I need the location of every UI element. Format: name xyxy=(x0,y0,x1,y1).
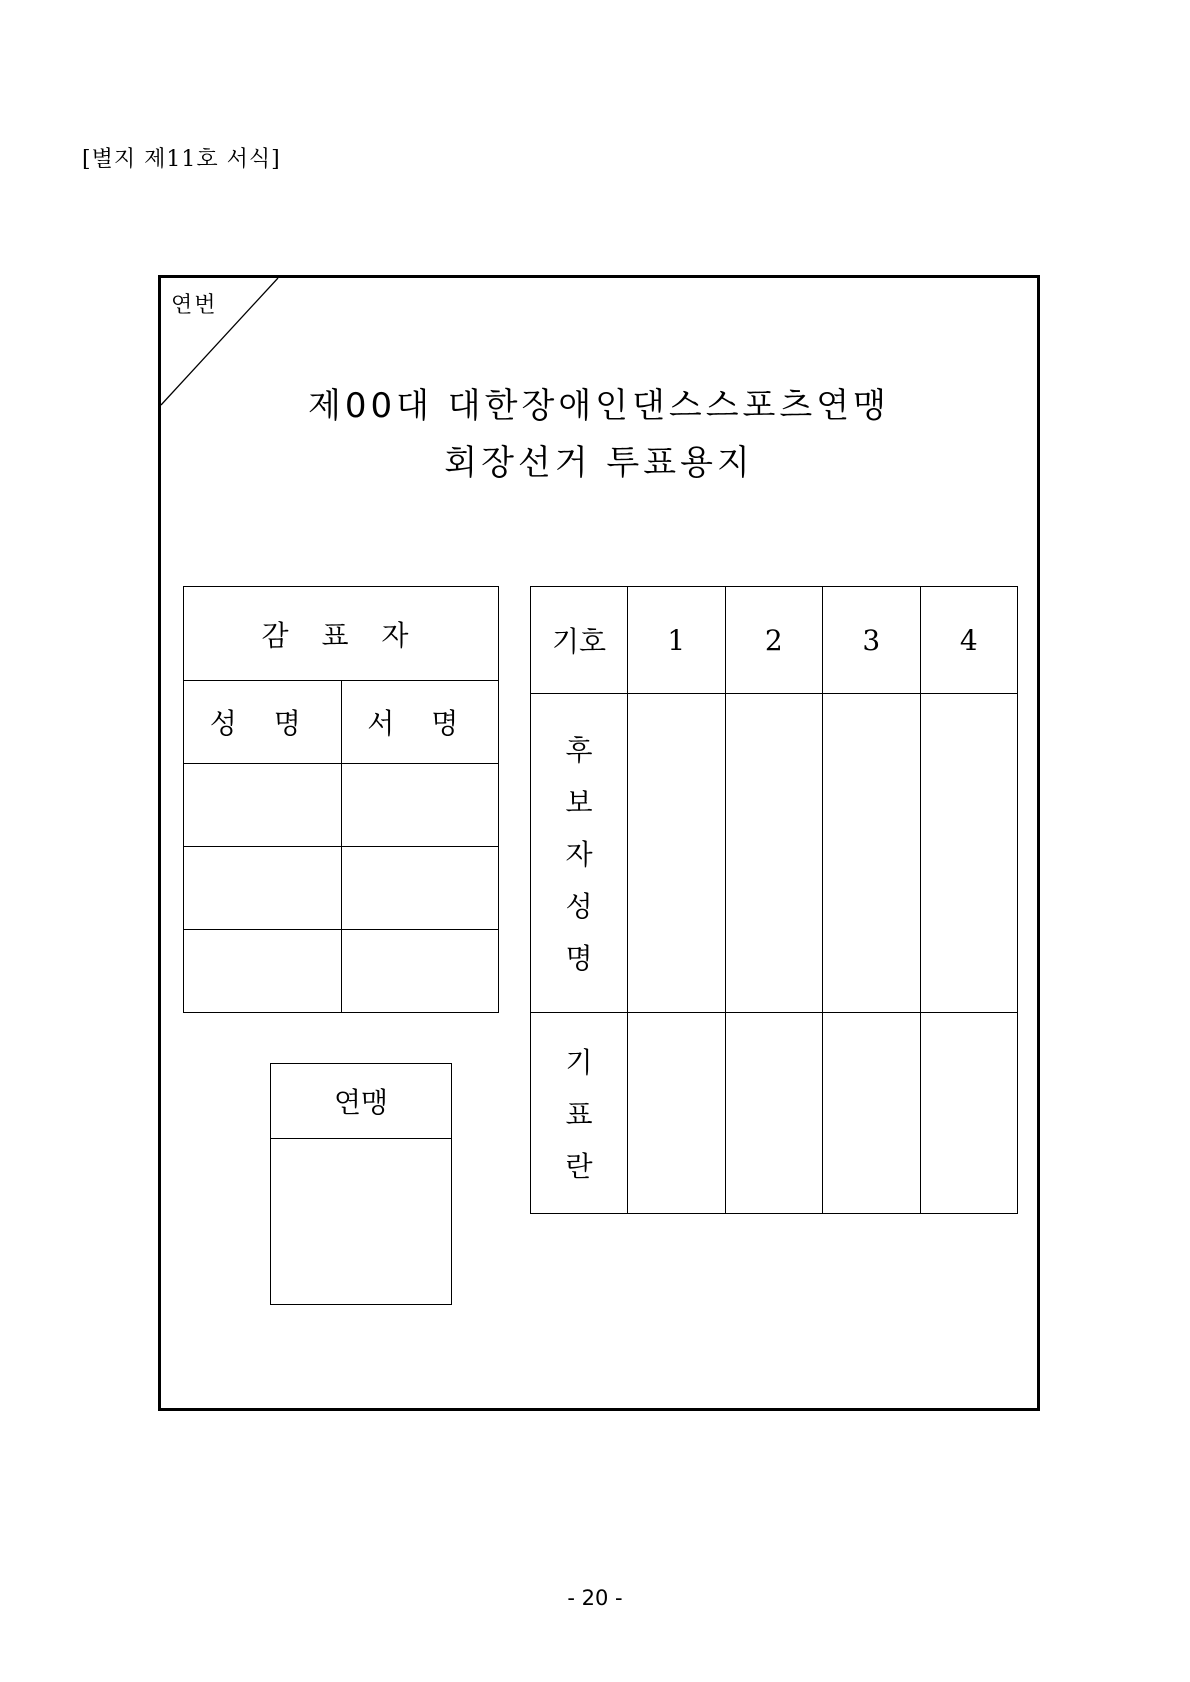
name-label-char: 후 xyxy=(565,733,593,767)
candidate-table xyxy=(530,586,1018,1214)
name-label-char: 명 xyxy=(565,941,593,975)
candidate-symbol-2: 2 xyxy=(725,587,823,694)
candidate-name-row-label xyxy=(531,694,628,1013)
ballot-title-line2: 회장선거 투표용지 xyxy=(444,443,754,483)
serial-number-label: 연번 xyxy=(171,293,218,318)
vote-label-char: 란 xyxy=(565,1149,593,1183)
union-stamp-header: 연맹 xyxy=(271,1064,452,1139)
candidate-name-cell-4 xyxy=(920,694,1018,1013)
inspector-header: 감 표 자 xyxy=(184,587,499,681)
inspector-signature-cell[interactable] xyxy=(341,847,499,930)
ballot-title-line1: 제00대 대한장애인댄스스포츠연맹 xyxy=(308,386,890,426)
candidate-name-cell-2 xyxy=(725,694,823,1013)
form-label: [별지 제11호 서식] xyxy=(82,147,281,172)
vote-mark-row-label xyxy=(531,1013,628,1214)
inspector-name-cell[interactable] xyxy=(184,930,342,1013)
ballot-frame xyxy=(158,275,1040,1411)
vote-mark-cell-4[interactable] xyxy=(920,1013,1018,1214)
union-stamp-area[interactable] xyxy=(271,1139,452,1305)
inspector-name-header: 성 명 xyxy=(184,681,342,764)
name-label-char: 보 xyxy=(565,785,593,819)
candidate-symbol-4: 4 xyxy=(920,587,1018,694)
candidate-symbol-3: 3 xyxy=(823,587,921,694)
candidate-name-cell-3 xyxy=(823,694,921,1013)
inspector-signature-cell[interactable] xyxy=(341,764,499,847)
vote-mark-cell-1[interactable] xyxy=(628,1013,726,1214)
candidate-symbol-1: 1 xyxy=(628,587,726,694)
name-label-char: 성 xyxy=(565,889,593,923)
inspector-name-cell[interactable] xyxy=(184,764,342,847)
vote-label-char: 기 xyxy=(565,1045,593,1079)
name-label-char: 자 xyxy=(565,837,593,871)
vote-inspector-table xyxy=(183,586,499,1013)
vote-mark-cell-3[interactable] xyxy=(823,1013,921,1214)
symbol-row-label: 기호 xyxy=(531,587,628,694)
inspector-name-cell[interactable] xyxy=(184,847,342,930)
vote-label-char: 표 xyxy=(565,1097,593,1131)
inspector-signature-header: 서 명 xyxy=(341,681,499,764)
inspector-signature-cell[interactable] xyxy=(341,930,499,1013)
candidate-name-cell-1 xyxy=(628,694,726,1013)
page-number: - 20 - xyxy=(567,1586,623,1610)
union-stamp-box xyxy=(270,1063,452,1305)
vote-mark-cell-2[interactable] xyxy=(725,1013,823,1214)
